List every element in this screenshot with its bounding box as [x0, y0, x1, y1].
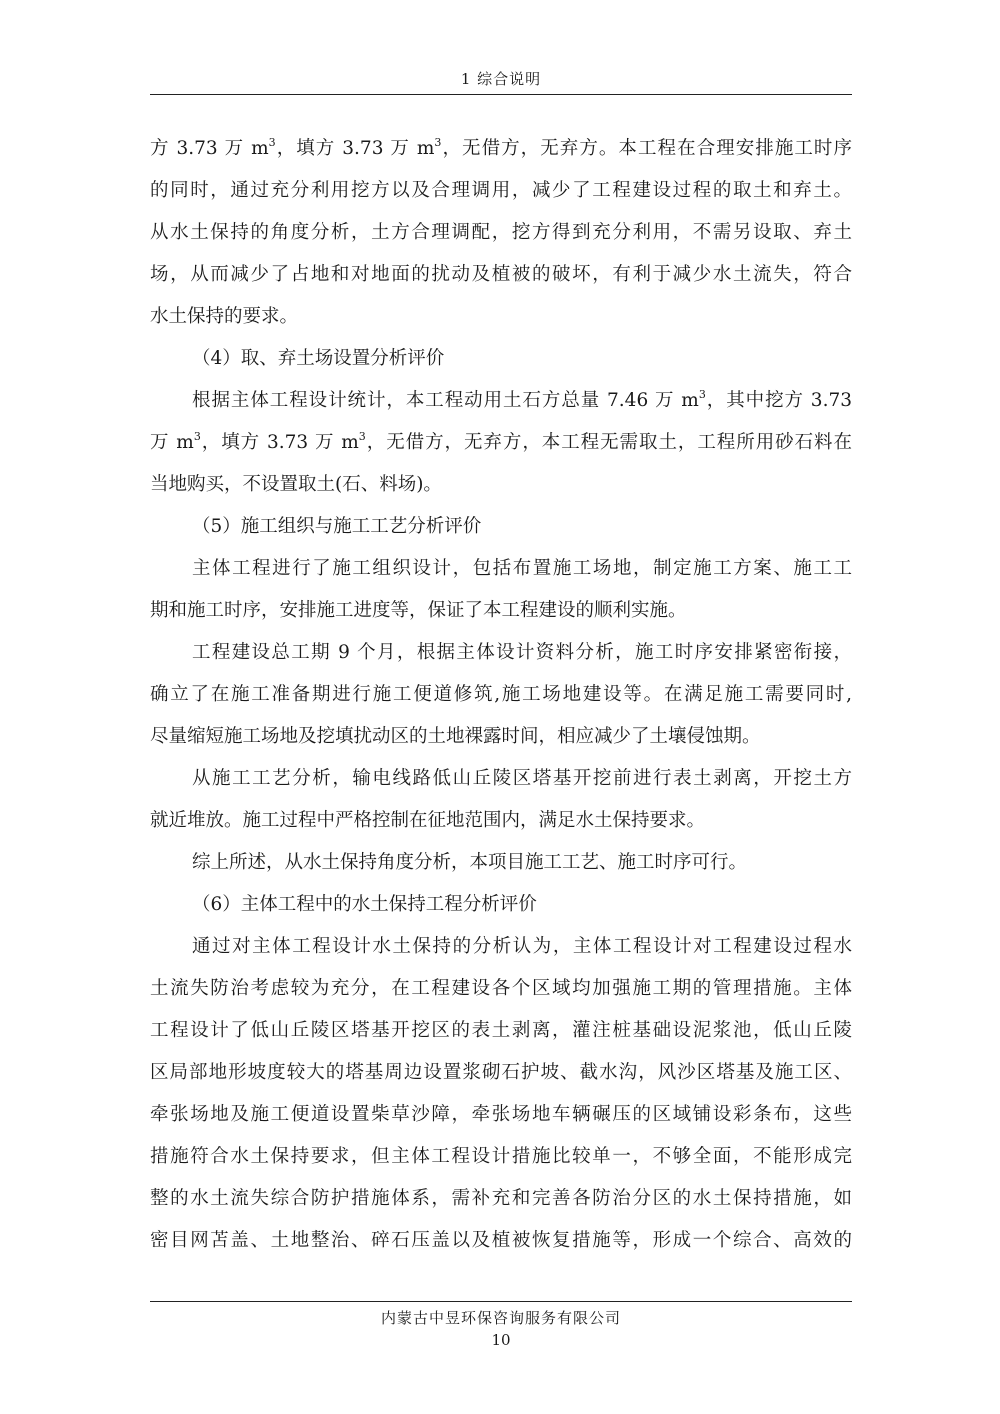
paragraph-line: 主体工程进行了施工组织设计，包括布置施工场地，制定施工方案、施工工	[192, 558, 852, 579]
page-number: 10	[491, 1331, 511, 1349]
paragraph-line: 就近堆放。施工过程中严格控制在征地范围内，满足水土保持要求。	[150, 810, 706, 831]
document-body	[150, 128, 852, 1262]
paragraph-line: 方 3.73 万 $m^3$，填方 3.73 万 $m^3$，无借方，无弃方。本工程在合理安排施工时序	[150, 136, 852, 159]
paragraph-line: 工程建设总工期 9 个月，根据主体设计资料分析，施工时序安排紧密衔接，	[192, 642, 852, 663]
section-heading: （6）主体工程中的水土保持工程分析评价	[192, 894, 537, 915]
paragraph-line: 从施工工艺分析，输电线路低山丘陵区塔基开挖前进行表土剥离，开挖土方	[192, 768, 852, 789]
paragraph-line: 万 $m^3$，填方 3.73 万 $m^3$，无借方，无弃方，本工程无需取土，工程所用砂石料在	[150, 430, 852, 453]
paragraph-line: 牵张场地及施工便道设置柴草沙障，牵张场地车辆碾压的区域铺设彩条布，这些	[150, 1104, 852, 1125]
paragraph-line: 当地购买，不设置取土(石、料场)。	[150, 474, 442, 495]
paragraph-line: 综上所述，从水土保持角度分析，本项目施工工艺、施工时序可行。	[192, 852, 748, 873]
paragraph-line: 措施符合水土保持要求，但主体工程设计措施比较单一，不够全面，不能形成完	[150, 1146, 852, 1167]
footer-company: 内蒙古中昱环保咨询服务有限公司	[380, 1309, 621, 1327]
paragraph-line: 区局部地形坡度较大的塔基周边设置浆砌石护坡、截水沟，风沙区塔基及施工区、	[150, 1062, 852, 1083]
paragraph-line: 尽量缩短施工场地及挖填扰动区的土地裸露时间，相应减少了土壤侵蚀期。	[150, 726, 761, 747]
paragraph-line: 确立了在施工准备期进行施工便道修筑,施工场地建设等。在满足施工需要同时,	[150, 684, 852, 705]
paragraph-line: 整的水土流失综合防护措施体系，需补充和完善各防治分区的水土保持措施，如	[150, 1188, 852, 1209]
paragraph-line: 通过对主体工程设计水土保持的分析认为，主体工程设计对工程建设过程水	[192, 936, 852, 957]
paragraph-line: 根据主体工程设计统计，本工程动用土石方总量 7.46 万 $m^3$，其中挖方 3.73	[192, 388, 852, 411]
paragraph-line: 土流失防治考虑较为充分，在工程建设各个区域均加强施工期的管理措施。主体	[150, 978, 852, 999]
section-heading: （5）施工组织与施工工艺分析评价	[192, 516, 482, 537]
paragraph-line: 的同时，通过充分利用挖方以及合理调用，减少了工程建设过程的取土和弃土。	[150, 180, 852, 201]
paragraph-line: 场，从而减少了占地和对地面的扰动及植被的破坏，有利于减少水土流失，符合	[150, 264, 852, 285]
running-header: 1 综合说明	[460, 70, 542, 88]
paragraph-line: 期和施工时序，安排施工进度等，保证了本工程建设的顺利实施。	[150, 600, 687, 621]
header-rule	[150, 94, 852, 95]
paragraph-line: 水土保持的要求。	[150, 306, 299, 327]
paragraph-line: 密目网苫盖、土地整治、碎石压盖以及植被恢复措施等，形成一个综合、高效的	[150, 1230, 852, 1251]
footer-rule	[150, 1301, 852, 1302]
paragraph-line: 从水土保持的角度分析，土方合理调配，挖方得到充分利用，不需另设取、弃土	[150, 222, 852, 243]
paragraph-line: 工程设计了低山丘陵区塔基开挖区的表土剥离，灌注桩基础设泥浆池，低山丘陵	[150, 1020, 852, 1041]
section-heading: （4）取、弃土场设置分析评价	[192, 348, 445, 369]
